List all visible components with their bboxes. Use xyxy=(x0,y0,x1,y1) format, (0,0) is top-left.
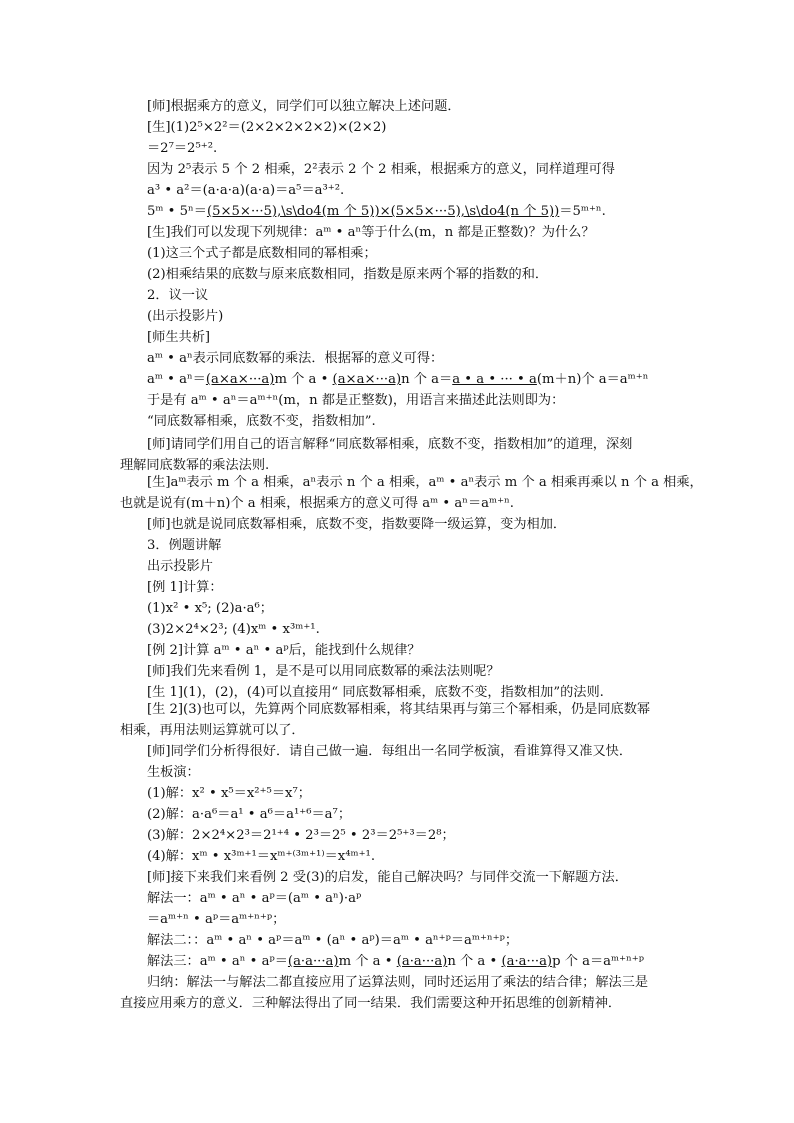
text-line: ＝2⁷＝2⁵⁺². xyxy=(147,141,218,156)
text-line: [生]我们可以发现下列规律：aᵐ • aⁿ等于什么(m，n 都是正整数)？为什么？ xyxy=(147,225,595,240)
text-line: ＝aᵐ⁺ⁿ • aᵖ＝aᵐ⁺ⁿ⁺ᵖ； xyxy=(147,912,286,927)
text-line: [生](1)2⁵×2²＝(2×2×2×2×2)×(2×2) xyxy=(147,120,387,135)
underlined-expression: (a×a×···a) xyxy=(205,372,275,387)
text-line: [例 2]计算 aᵐ • aⁿ • aᵖ后，能找到什么规律？ xyxy=(147,643,421,658)
text-line: a³ • a²＝(a·a·a)(a·a)＝a⁵＝a³⁺². xyxy=(147,183,345,198)
text-line: [师]我们先来看例 1，是不是可以用同底数幂的乘法法则呢？ xyxy=(147,664,500,679)
text-line: (1)这三个式子都是底数相同的幂相乘； xyxy=(147,246,377,261)
underlined-expression: (5×5×···5),\s\do4(m 个 5))×(5×5×···5),\s\do4(n 个 5)) xyxy=(206,204,560,219)
text-line: [例 1]计算： xyxy=(147,580,223,595)
text-line: [生]aᵐ表示 m 个 a 相乘，aⁿ表示 n 个 a 相乘，aᵐ • aⁿ表示 m 个 a 相乘再乘以 n 个 a 相乘， xyxy=(147,475,703,490)
text-line: aᵐ • aⁿ＝(a×a×···a)m 个 a • (a×a×···a)n 个 a＝a • a • ··· • a(m＋n)个 a＝aᵐ⁺ⁿ xyxy=(147,372,649,387)
text-line: [师]根据乘方的意义，同学们可以独立解决上述问题． xyxy=(147,99,461,114)
text-line: [师]请同学们用自己的语言解释“同底数幂相乘，底数不变，指数相加”的道理，深刻 xyxy=(147,437,633,452)
text-line: 于是有 aᵐ • aⁿ＝aᵐ⁺ⁿ(m，n 都是正整数)，用语言来描述此法则即为： xyxy=(147,393,565,408)
underlined-expression: (a·a···a) xyxy=(396,954,448,969)
text-line: 理解同底数幂的乘法法则. xyxy=(120,458,270,473)
text-line: 直接应用乘方的意义．三种解法得出了同一结果．我们需要这种开拓思维的创新精神． xyxy=(120,996,622,1011)
text-line: 也就是说有(m＋n)个 a 相乘，根据乘方的意义可得 aᵐ • aⁿ＝aᵐ⁺ⁿ. xyxy=(120,496,514,511)
text-line: 解法三：aᵐ • aⁿ • aᵖ＝(a·a···a)m 个 a • (a·a···a)n 个 a • (a·a···a)p 个 a＝aᵐ⁺ⁿ⁺ᵖ xyxy=(147,954,645,969)
text-line: 解法二：：aᵐ • aⁿ • aᵖ＝aᵐ • (aⁿ • aᵖ)＝aᵐ • aⁿ⁺ᵖ＝aᵐ⁺ⁿ⁺ᵖ； xyxy=(147,933,519,948)
text-line: 出示投影片 xyxy=(147,559,213,574)
underlined-expression: (a·a···a) xyxy=(501,954,553,969)
text-line: (1)解：x² • x⁵＝x²⁺⁵＝x⁷； xyxy=(147,786,311,801)
text-line: [师]也就是说同底数幂相乘，底数不变，指数要降一级运算，变为相加． xyxy=(147,517,567,532)
underlined-expression: a • a • ··· • a xyxy=(452,372,537,387)
text-line: (2)解：a·a⁶＝a¹ • a⁶＝a¹⁺⁶＝a⁷； xyxy=(147,807,352,822)
text-line: (3)2×2⁴×2³; (4)xᵐ • x³ᵐ⁺¹. xyxy=(147,622,320,637)
section-heading: 3．例题讲解 xyxy=(147,538,222,553)
text-line: (3)解：2×2⁴×2³＝2¹⁺⁴ • 2³＝2⁵ • 2³＝2⁵⁺³＝2⁸； xyxy=(147,828,455,843)
text-line: 因为 2⁵表示 5 个 2 相乘，2²表示 2 个 2 相乘，根据乘方的意义，同样道理可得 xyxy=(147,162,615,177)
text-line: [师生共析] xyxy=(147,330,211,345)
text-line: 5ᵐ • 5ⁿ＝(5×5×···5),\s\do4(m 个 5))×(5×5×···5),\s\do4(n 个 5))＝5ᵐ⁺ⁿ. xyxy=(147,204,606,219)
underlined-expression: (a·a···a) xyxy=(287,954,339,969)
text-line: [师]同学们分析得很好．请自己做一遍．每组出一名同学板演，看谁算得又准又快． xyxy=(147,744,633,759)
text-line: 解法一：aᵐ • aⁿ • aᵖ＝(aᵐ • aⁿ)·aᵖ xyxy=(147,891,362,906)
text-line: (出示投影片) xyxy=(147,309,224,324)
underlined-expression: (a×a×···a) xyxy=(332,372,402,387)
text-line: 归纳：解法一与解法二都直接应用了运算法则，同时还运用了乘法的结合律；解法三是 xyxy=(147,975,649,990)
text-line: 生板演： xyxy=(147,765,200,780)
text-line: [生 2](3)也可以，先算两个同底数幂相乘，将其结果再与第三个幂相乘，仍是同底数幂 xyxy=(147,702,651,717)
text-line: (1)x² • x⁵; (2)a·a⁶； xyxy=(147,601,273,616)
text-line: [生 1](1)，(2)，(4)可以直接用“ 同底数幂相乘，底数不变，指数相加”的法则. xyxy=(147,685,604,700)
text-line: aᵐ • aⁿ表示同底数幂的乘法．根据幂的意义可得： xyxy=(147,351,444,366)
text-line: [师]接下来我们来看例 2 受(3)的启发，能自己解决吗？与同伴交流一下解题方法． xyxy=(147,870,628,885)
text-line: (2)相乘结果的底数与原来底数相同，指数是原来两个幂的指数的和． xyxy=(147,267,549,282)
text-line: (4)解：xᵐ • x³ᵐ⁺¹＝xᵐ⁺⁽³ᵐ⁺¹⁾＝x⁴ᵐ⁺¹. xyxy=(147,849,376,864)
section-heading: 2．议一议 xyxy=(147,288,209,303)
rule-quote: “同底数幂相乘，底数不变，指数相加”. xyxy=(147,414,376,429)
text-line: 相乘，再用法则运算就可以了． xyxy=(120,723,305,738)
